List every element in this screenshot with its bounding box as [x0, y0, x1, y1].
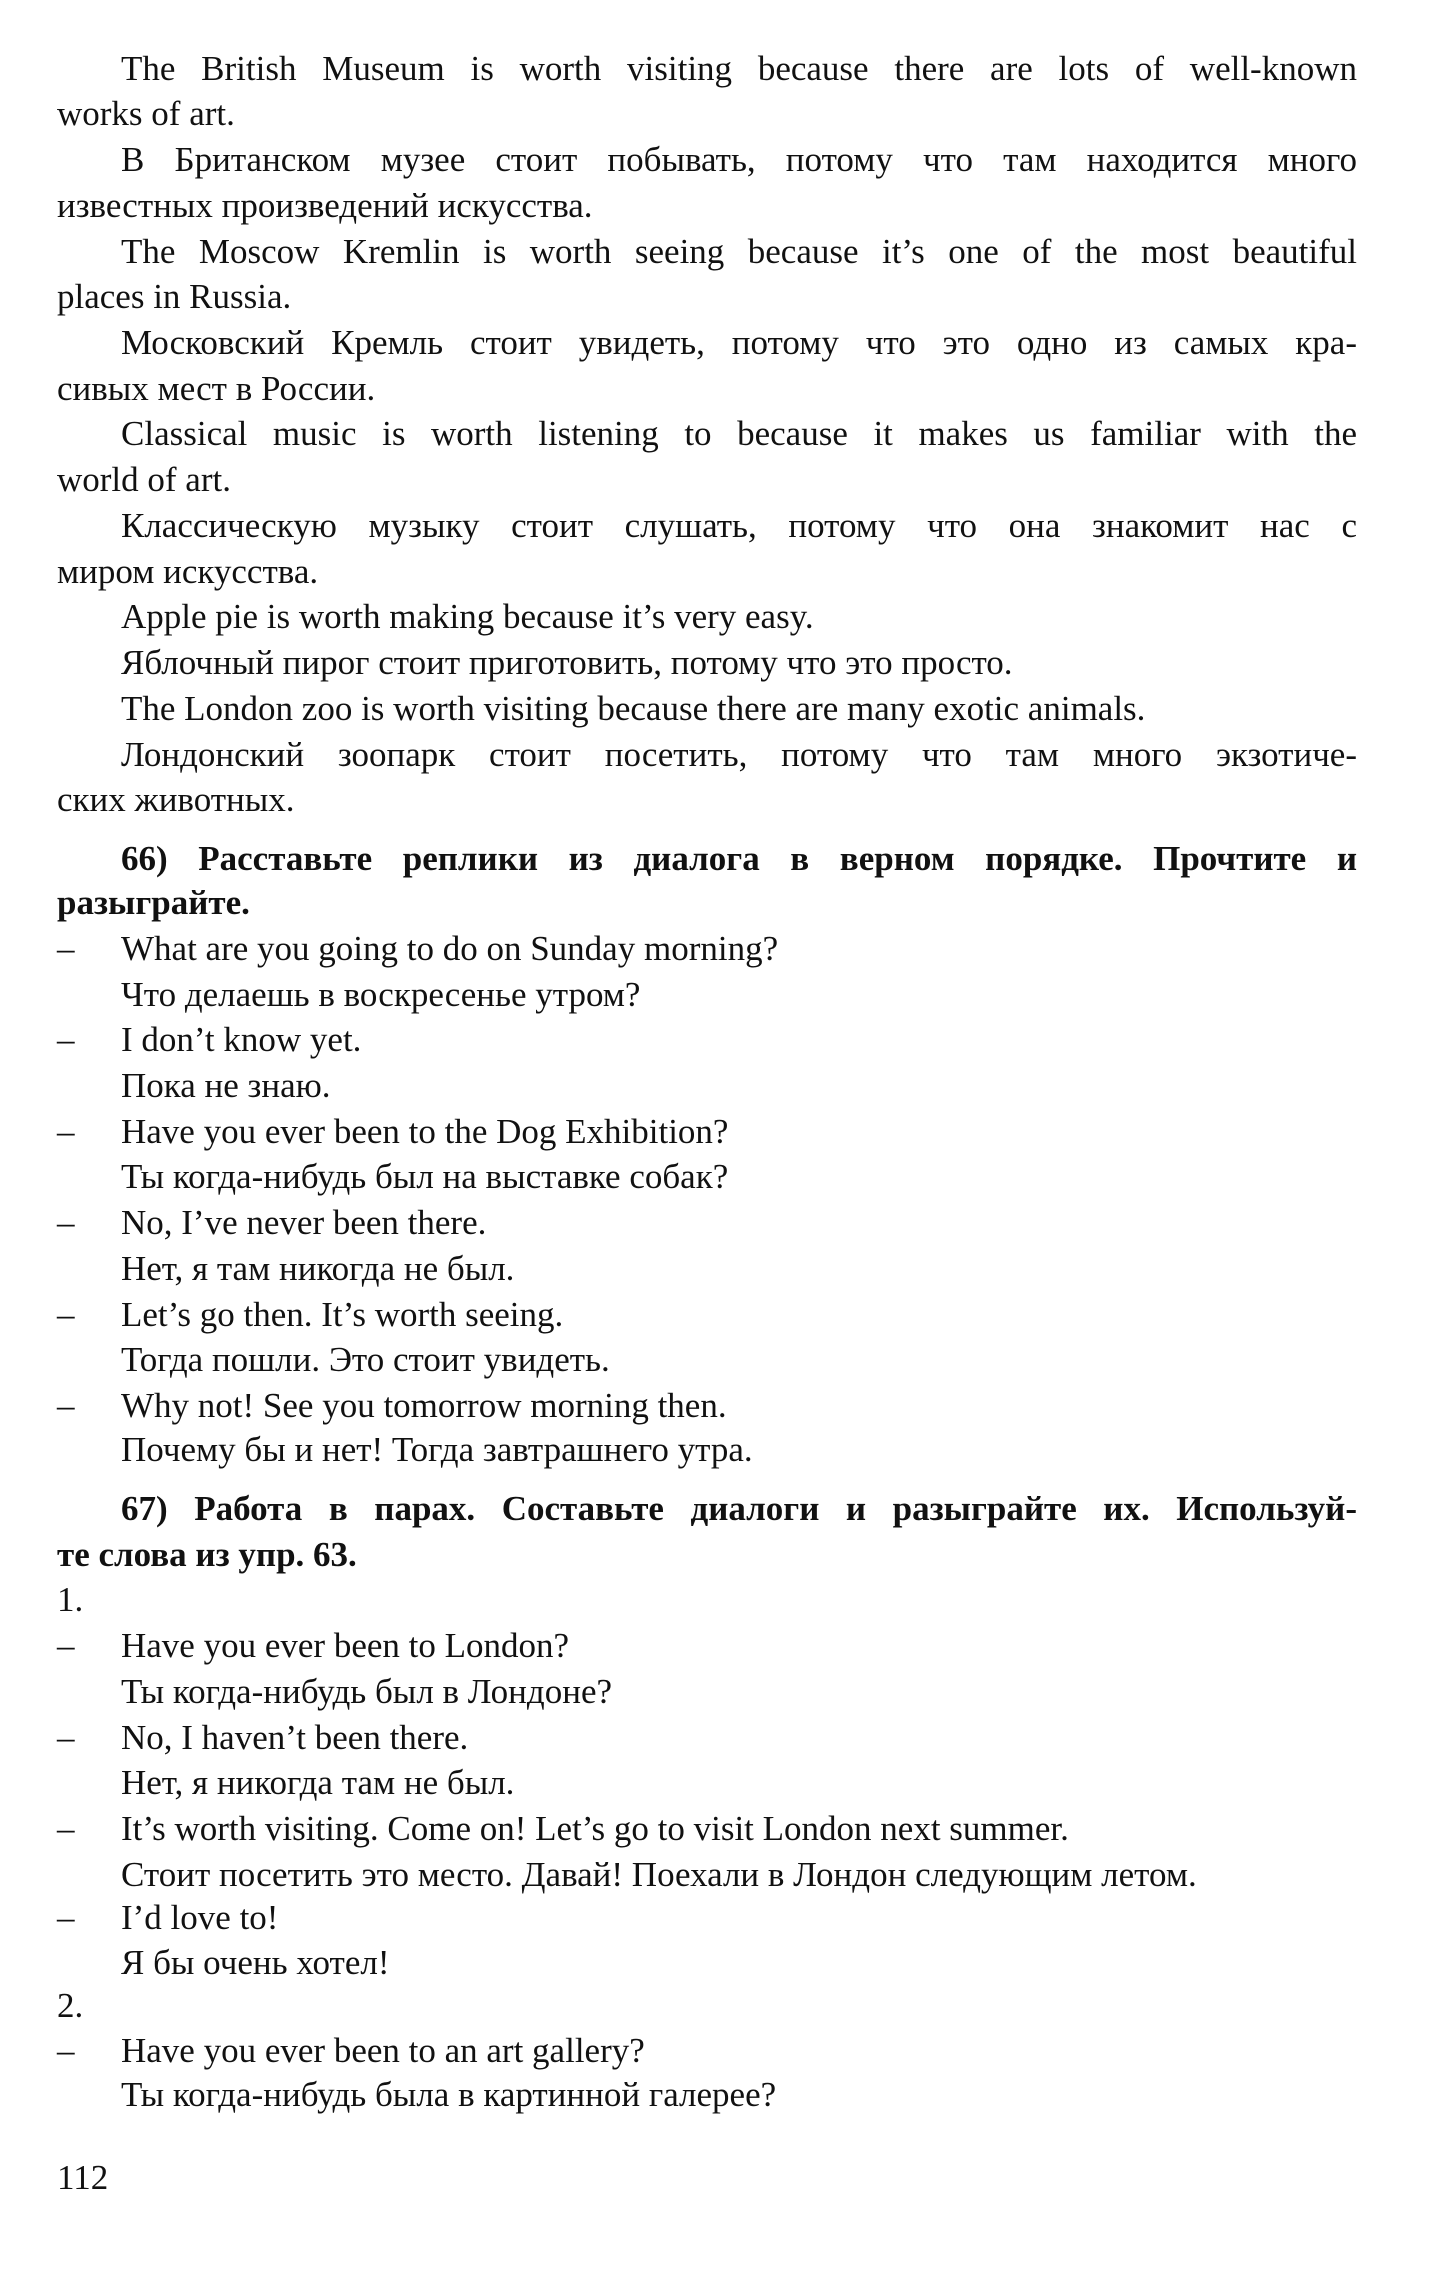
exercise-heading-line: 67) Работа в парах. Составьте диалоги и разыграйте их. Используй- — [121, 1489, 1357, 1528]
dialog-line: Have you ever been to London? — [121, 1626, 570, 1665]
translation-line: Ты когда-нибудь был на выставке собак? — [121, 1157, 729, 1196]
translation-line: Нет, я никогда там не был. — [121, 1763, 515, 1802]
dialog-dash: – — [57, 2031, 75, 2070]
text-line: world of art. — [57, 460, 231, 499]
translation-line: Ты когда-нибудь был в Лондоне? — [121, 1672, 613, 1711]
dialog-line: I don’t know yet. — [121, 1020, 362, 1059]
dialog-dash: – — [57, 1718, 75, 1757]
dialog-dash: – — [57, 1386, 75, 1425]
text-line: В Британском музее стоит побывать, потому что там находится много — [121, 140, 1357, 179]
dialog-dash: – — [57, 1112, 75, 1151]
dialog-line: What are you going to do on Sunday morning? — [121, 929, 779, 968]
dialog-dash: – — [57, 1809, 75, 1848]
text-line: Московский Кремль стоит увидеть, потому что это одно из самых кра- — [121, 323, 1357, 362]
text-line: Apple pie is worth making because it’s very easy. — [121, 597, 814, 636]
translation-line: Я бы очень хотел! — [121, 1943, 390, 1982]
dialog-dash: – — [57, 1898, 75, 1937]
text-line: известных произведений искусства. — [57, 186, 593, 225]
text-line: The British Museum is worth visiting because there are lots of well-known — [121, 49, 1357, 88]
dialog-line: Why not! See you tomorrow morning then. — [121, 1386, 727, 1425]
dialog-dash: – — [57, 1020, 75, 1059]
translation-line: Нет, я там никогда не был. — [121, 1249, 515, 1288]
dialog-dash: – — [57, 929, 75, 968]
translation-line: Ты когда-нибудь была в картинной галерее? — [121, 2075, 777, 2114]
exercise-heading-line: разыграйте. — [57, 883, 250, 922]
exercise-heading-line: те слова из упр. 63. — [57, 1535, 357, 1574]
text-line: The Moscow Kremlin is worth seeing because it’s one of the most beautiful — [121, 232, 1357, 271]
dialog-dash: – — [57, 1203, 75, 1242]
text-line: миром искусства. — [57, 552, 319, 591]
text-line: 2. — [57, 1986, 84, 2025]
text-line: Classical music is worth listening to because it makes us familiar with the — [121, 414, 1357, 453]
dialog-dash: – — [57, 1626, 75, 1665]
text-line: places in Russia. — [57, 277, 292, 316]
text-line: Яблочный пирог стоит приготовить, потому что это просто. — [121, 643, 1013, 682]
translation-line: Стоит посетить это место. Давай! Поехали в Лондон следующим летом. — [121, 1855, 1197, 1894]
text-line: Классическую музыку стоит слушать, потому что она знакомит нас с — [121, 506, 1357, 545]
translation-line: Тогда пошли. Это стоит увидеть. — [121, 1340, 610, 1379]
dialog-line: No, I’ve never been there. — [121, 1203, 487, 1242]
dialog-line: No, I haven’t been there. — [121, 1718, 469, 1757]
translation-line: Что делаешь в воскресенье утром? — [121, 975, 641, 1014]
dialog-line: It’s worth visiting. Come on! Let’s go to visit London next summer. — [121, 1809, 1069, 1848]
text-line: сивых мест в России. — [57, 369, 376, 408]
text-line: The London zoo is worth visiting because there are many exotic animals. — [121, 689, 1146, 728]
text-line: ских животных. — [57, 780, 295, 819]
dialog-line: I’d love to! — [121, 1898, 279, 1937]
dialog-line: Have you ever been to the Dog Exhibition? — [121, 1112, 729, 1151]
page-number: 112 — [57, 2158, 109, 2197]
dialog-dash: – — [57, 1295, 75, 1334]
translation-line: Пока не знаю. — [121, 1066, 331, 1105]
dialog-line: Have you ever been to an art gallery? — [121, 2031, 645, 2070]
text-line: Лондонский зоопарк стоит посетить, потому что там много экзотиче- — [121, 735, 1357, 774]
text-line: 1. — [57, 1580, 84, 1619]
text-line: works of art. — [57, 94, 235, 133]
dialog-line: Let’s go then. It’s worth seeing. — [121, 1295, 564, 1334]
translation-line: Почему бы и нет! Тогда завтрашнего утра. — [121, 1430, 753, 1469]
exercise-heading-line: 66) Расставьте реплики из диалога в верном порядке. Прочтите и — [121, 839, 1357, 878]
